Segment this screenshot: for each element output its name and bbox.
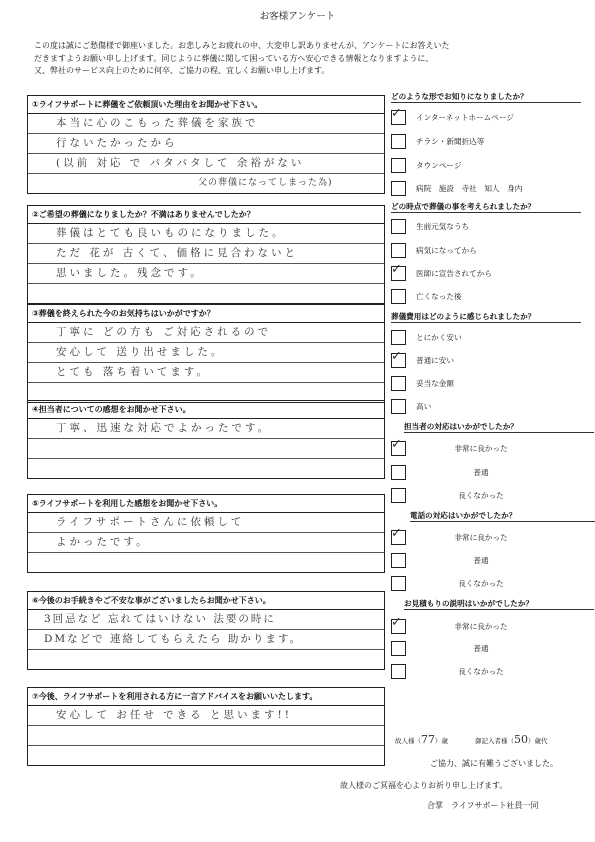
side-section-4-title: 担当者の対応はいかがでしたか？ — [404, 421, 594, 432]
question-3-title: ③葬儀を終えられた今のお気持ちはいかがですか？ — [28, 305, 384, 323]
intro-line: 又、弊社のサービス向上のために何卒、ご協力の程、宜しくお願い申し上げます。 — [34, 66, 330, 75]
answer-line[interactable]: 思いました。残念です。 — [56, 267, 204, 279]
page-title: お客様アンケート — [259, 11, 336, 22]
side-section-6-title: お見積もりの説明はいかがでしたか？ — [404, 598, 594, 609]
thanks-text: ご協力、誠に有難うございました。 — [430, 759, 558, 768]
checkbox[interactable] — [391, 526, 406, 545]
question-7-box — [27, 687, 385, 766]
writer-age-value[interactable]: 50 — [514, 733, 528, 746]
checkbox[interactable] — [391, 106, 406, 125]
side-section-1-title: どのような形でお知りになりましたか？ — [391, 91, 581, 102]
question-6-title: ⑥今後のお手続きやご不安な事がございましたらお聞かせ下さい。 — [28, 592, 384, 610]
question-1-title: ①ライフサポートに葬儀をご依頼頂いた理由をお聞かせ下さい。 — [28, 96, 384, 114]
question-4-title: ④担当者についての感想をお聞かせ下さい。 — [28, 401, 384, 419]
checkbox[interactable] — [391, 641, 406, 656]
answer-line[interactable]: 安心して お任せ できる と思います!! — [56, 709, 292, 721]
question-3-box — [27, 304, 385, 403]
checkbox[interactable] — [391, 488, 406, 503]
checkbox[interactable] — [391, 219, 406, 234]
question-1-box — [27, 95, 385, 194]
question-5-box — [27, 494, 385, 573]
question-2-box — [27, 205, 385, 304]
check-mark-icon: ✓ — [391, 262, 402, 277]
side-section-5-title: 電話の対応はいかがでしたか？ — [410, 510, 595, 521]
prayer-text: 故人様のご冥福を心よりお祈り申し上げます。 — [340, 781, 508, 790]
answer-line[interactable]: とても 落ち着いてます。 — [56, 366, 210, 378]
checkbox[interactable] — [391, 158, 406, 173]
checkbox[interactable] — [391, 437, 406, 456]
checkbox[interactable] — [391, 376, 406, 391]
answer-line[interactable]: 葬儀はとても良いものになりました。 — [56, 227, 286, 239]
answer-line[interactable]: 本当に心のこもった葬儀を家族で — [56, 117, 259, 129]
answer-line[interactable]: 丁寧、迅速な対応でよかったです。 — [56, 422, 272, 434]
check-mark-icon: ✓ — [391, 349, 402, 364]
check-mark-icon: ✓ — [391, 526, 402, 541]
checkbox[interactable] — [391, 553, 406, 568]
question-6-box — [27, 591, 385, 670]
checkbox[interactable] — [391, 262, 406, 281]
checkbox[interactable] — [391, 465, 406, 480]
answer-line[interactable]: DMなどで 連絡してもらえたら 助かります。 — [44, 633, 303, 645]
answer-line[interactable]: 3回忌など 忘れてはいけない 法要の時に — [44, 613, 276, 625]
intro-line: この度は誠にご愁傷様で御座いました。お悲しみとお疲れの中、大変申し訳ありませんが、アンケートにお答えいた — [34, 41, 450, 50]
question-4-box — [27, 400, 385, 479]
side-section-3-title: 葬儀費用はどのように感じられましたか？ — [391, 311, 581, 322]
checkbox[interactable] — [391, 399, 406, 414]
answer-line[interactable]: ライフサポートさんに依頼して — [56, 516, 245, 528]
signature-text: 合掌 ライフサポート社員一同 — [427, 801, 539, 810]
checkbox[interactable] — [391, 664, 406, 679]
answer-line[interactable]: 丁寧に どの方も ご対応されるので — [56, 326, 272, 338]
intro-line: だきますようお願い申し上げます。同じように葬儀に関して困っている方へ安心できる情報となりますように、 — [34, 53, 434, 63]
checkbox[interactable] — [391, 349, 406, 368]
answer-line[interactable]: 安心して 送り出せました。 — [56, 346, 225, 358]
deceased-age-value[interactable]: 77 — [421, 733, 435, 746]
side-section-2-title: どの時点で葬儀の事を考えられましたか？ — [391, 201, 581, 212]
question-7-title: ⑦今後、ライフサポートを利用される方に一言アドバイスをお願いいたします。 — [28, 688, 384, 706]
check-mark-icon: ✓ — [391, 615, 402, 630]
answer-line[interactable]: 行ないたかったから — [56, 137, 178, 149]
checkbox[interactable] — [391, 134, 406, 149]
deceased-age: 故人様（77）歳 — [395, 733, 448, 746]
checkbox[interactable] — [391, 330, 406, 345]
checkbox[interactable] — [391, 576, 406, 591]
check-mark-icon: ✓ — [391, 106, 402, 121]
intro-text — [34, 40, 574, 78]
writer-age: 御記入者様（50）歳代 — [475, 733, 548, 746]
answer-line[interactable]: (以前 対応 で バタバタして 余裕がない — [56, 157, 305, 169]
question-5-title: ⑤ライフサポートを利用した感想をお聞かせ下さい。 — [28, 495, 384, 513]
answer-line[interactable]: よかったです。 — [56, 536, 150, 548]
check-mark-icon: ✓ — [391, 437, 402, 452]
answer-line[interactable]: 父の葬儀になってしまった為) — [198, 178, 333, 188]
question-2-title: ②ご希望の葬儀になりましたか？不満はありませんでしたか？ — [28, 206, 384, 224]
checkbox[interactable] — [391, 615, 406, 634]
checkbox[interactable] — [391, 243, 406, 258]
checkbox[interactable] — [391, 181, 406, 196]
checkbox[interactable] — [391, 289, 406, 304]
answer-line[interactable]: ただ 花が 古くて、価格に見合わないと — [56, 247, 298, 259]
